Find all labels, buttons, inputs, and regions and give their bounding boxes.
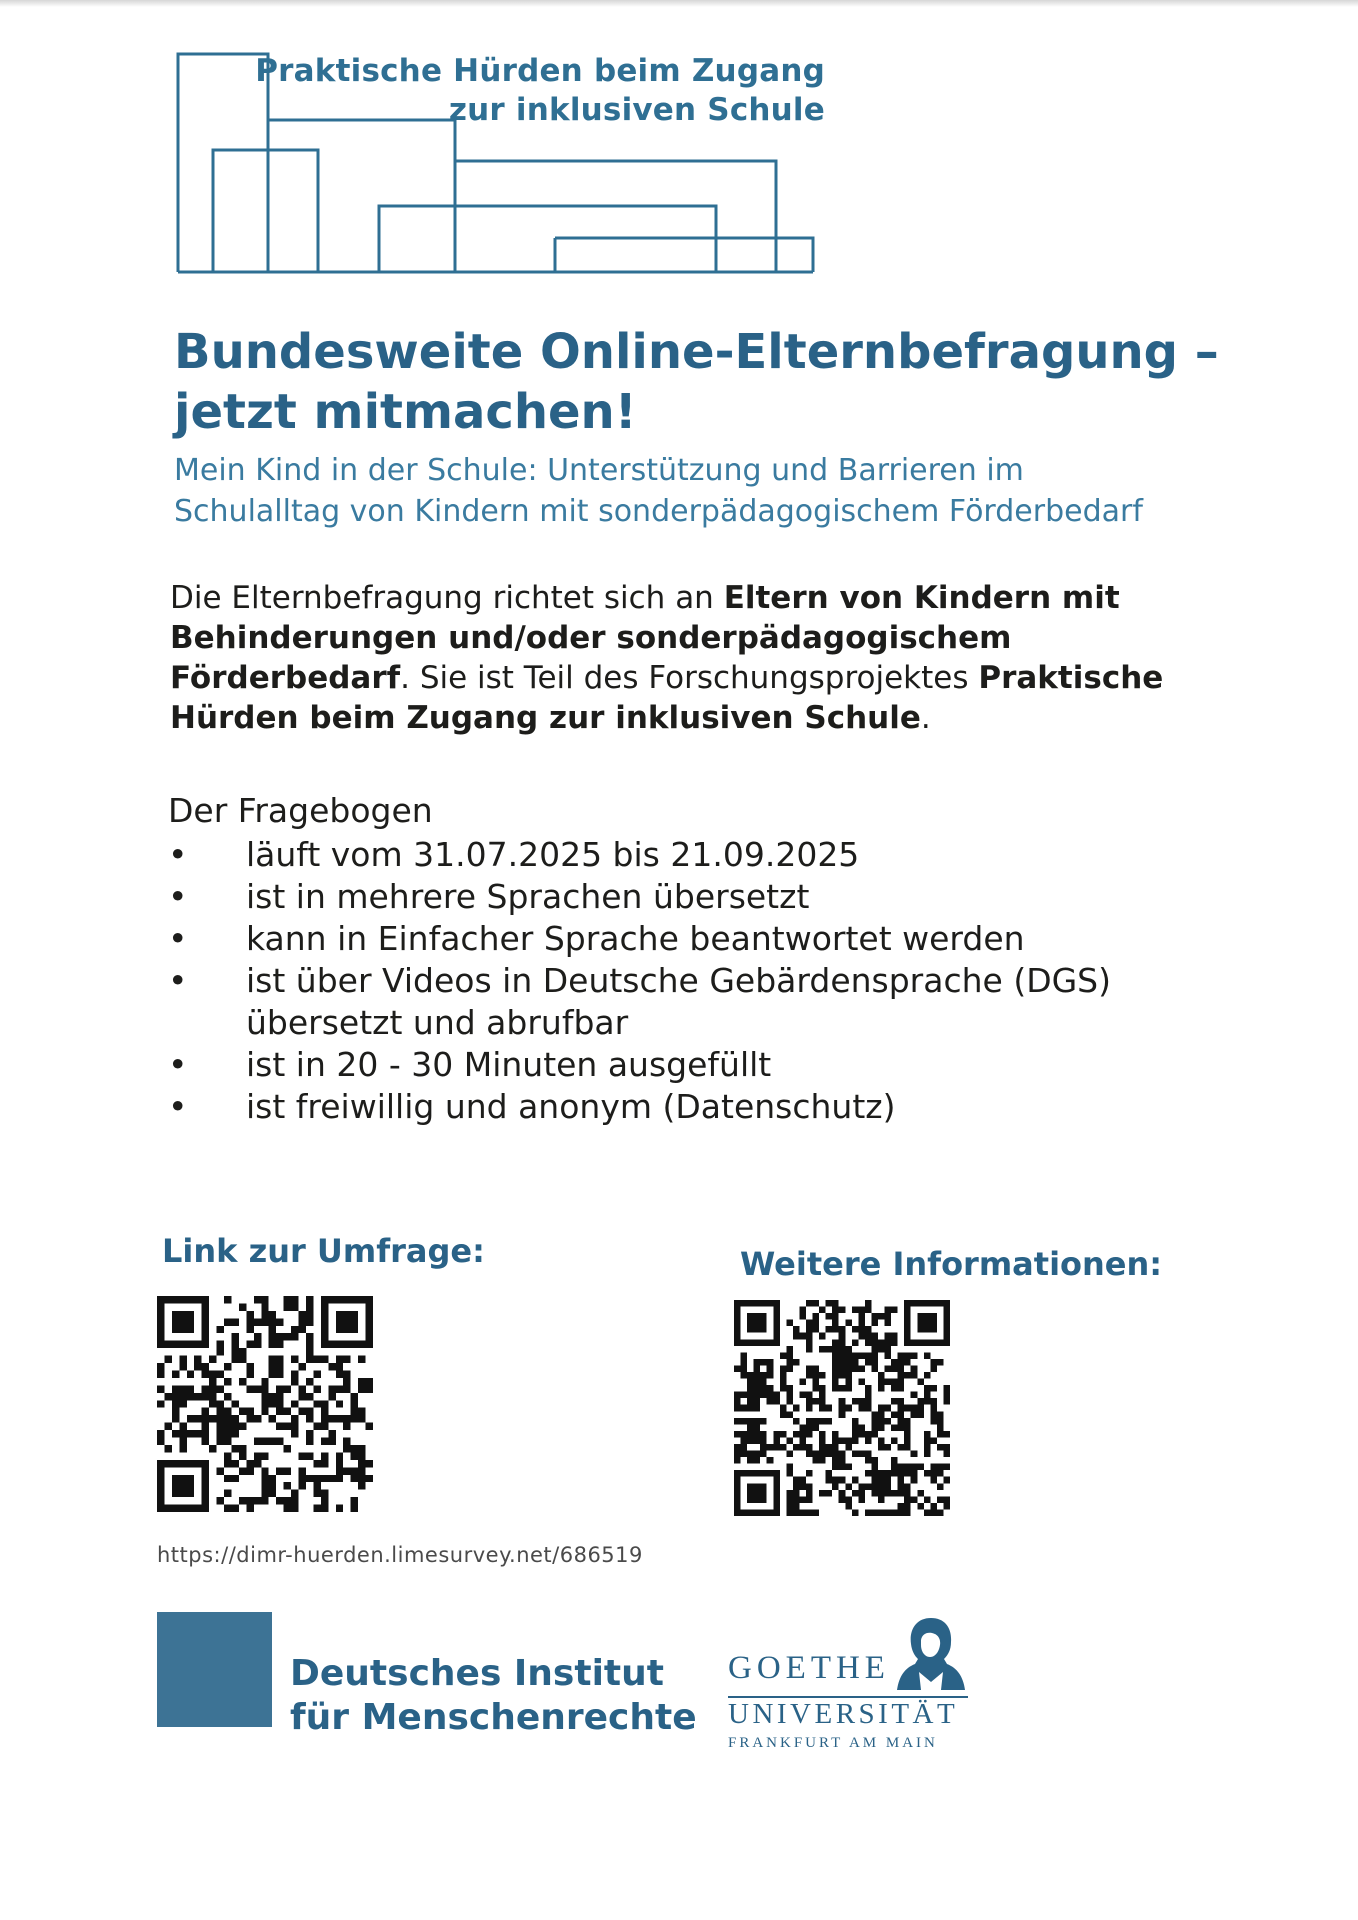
intro-text-2: . Sie ist Teil des Forschungsprojektes (400, 660, 979, 696)
page-title-line1: Bundesweite Online-Elternbefragung – (174, 324, 1219, 380)
dimr-logo-line2: für Menschenrechte (290, 1697, 697, 1738)
list-item (164, 1044, 1164, 1086)
list-item-text: läuft vom 31.07.2025 bis 21.09.2025 (246, 835, 860, 874)
info-qr-code-icon[interactable] (734, 1300, 950, 1516)
bullet-icon: • (168, 835, 188, 874)
list-item-text: ist in mehrere Sprachen übersetzt (246, 877, 810, 916)
subtitle (174, 450, 1224, 532)
goethe-university-logo (728, 1614, 968, 1754)
intro-text-3: . (920, 700, 931, 736)
scan-edge (0, 0, 1358, 7)
list-item (164, 876, 1164, 918)
list-item-text: ist über Videos in Deutsche Gebärdensprache (DGS) übersetzt und abrufbar (246, 961, 1111, 1042)
intro-project-name: Praktische Hürden beim Zugang zur inklusiven Schule (170, 660, 1164, 736)
dimr-logo-line1: Deutsches Institut (290, 1653, 664, 1694)
intro-target-group: Eltern von Kindern mit Behinderungen und/oder sonderpädagogischem Förderbedarf (170, 580, 1120, 696)
list-item (164, 960, 1164, 1044)
list-item (164, 834, 1164, 876)
goethe-logo-word: GOETHE (728, 1650, 890, 1686)
bullet-icon: • (168, 919, 188, 958)
bullet-icon: • (168, 1087, 188, 1126)
list-item-text: ist freiwillig und anonym (Datenschutz) (246, 1087, 896, 1126)
dimr-logo-square (157, 1612, 272, 1727)
dimr-logo-text (290, 1652, 697, 1740)
more-info-title: Weitere Informationen: (740, 1245, 1163, 1283)
intro-text-1: Die Elternbefragung richtet sich an (170, 580, 724, 616)
list-item (164, 918, 1164, 960)
survey-url-link[interactable]: https://dimr-huerden.limesurvey.net/686519 (157, 1543, 643, 1567)
survey-qr-code-icon[interactable] (157, 1296, 373, 1512)
questionnaire-feature-list (164, 834, 1164, 1128)
page-title-line2: jetzt mitmachen! (174, 384, 637, 440)
survey-link-title: Link zur Umfrage: (162, 1232, 485, 1270)
goethe-logo-university: UNIVERSITÄT (728, 1698, 959, 1730)
questionnaire-heading: Der Fragebogen (168, 791, 433, 830)
bullet-icon: • (168, 877, 188, 916)
project-logo-title-line2: zur inklusiven Schule (448, 92, 825, 128)
page-title (174, 322, 1224, 442)
project-logo-title (255, 52, 825, 130)
goethe-logo-city: FRANKFURT AM MAIN (728, 1735, 938, 1751)
bullet-icon: • (168, 1045, 188, 1084)
intro-paragraph (170, 578, 1170, 738)
list-item (164, 1086, 1164, 1128)
subtitle-line2: Schulalltag von Kindern mit sonderpädagogischem Förderbedarf (174, 494, 1143, 529)
project-logo-title-line1: Praktische Hürden beim Zugang (255, 53, 825, 89)
subtitle-line1: Mein Kind in der Schule: Unterstützung und Barrieren im (174, 453, 1024, 488)
bullet-icon: • (168, 961, 188, 1000)
list-item-text: kann in Einfacher Sprache beantwortet werden (246, 919, 1025, 958)
list-item-text: ist in 20 - 30 Minuten ausgefüllt (246, 1045, 772, 1084)
